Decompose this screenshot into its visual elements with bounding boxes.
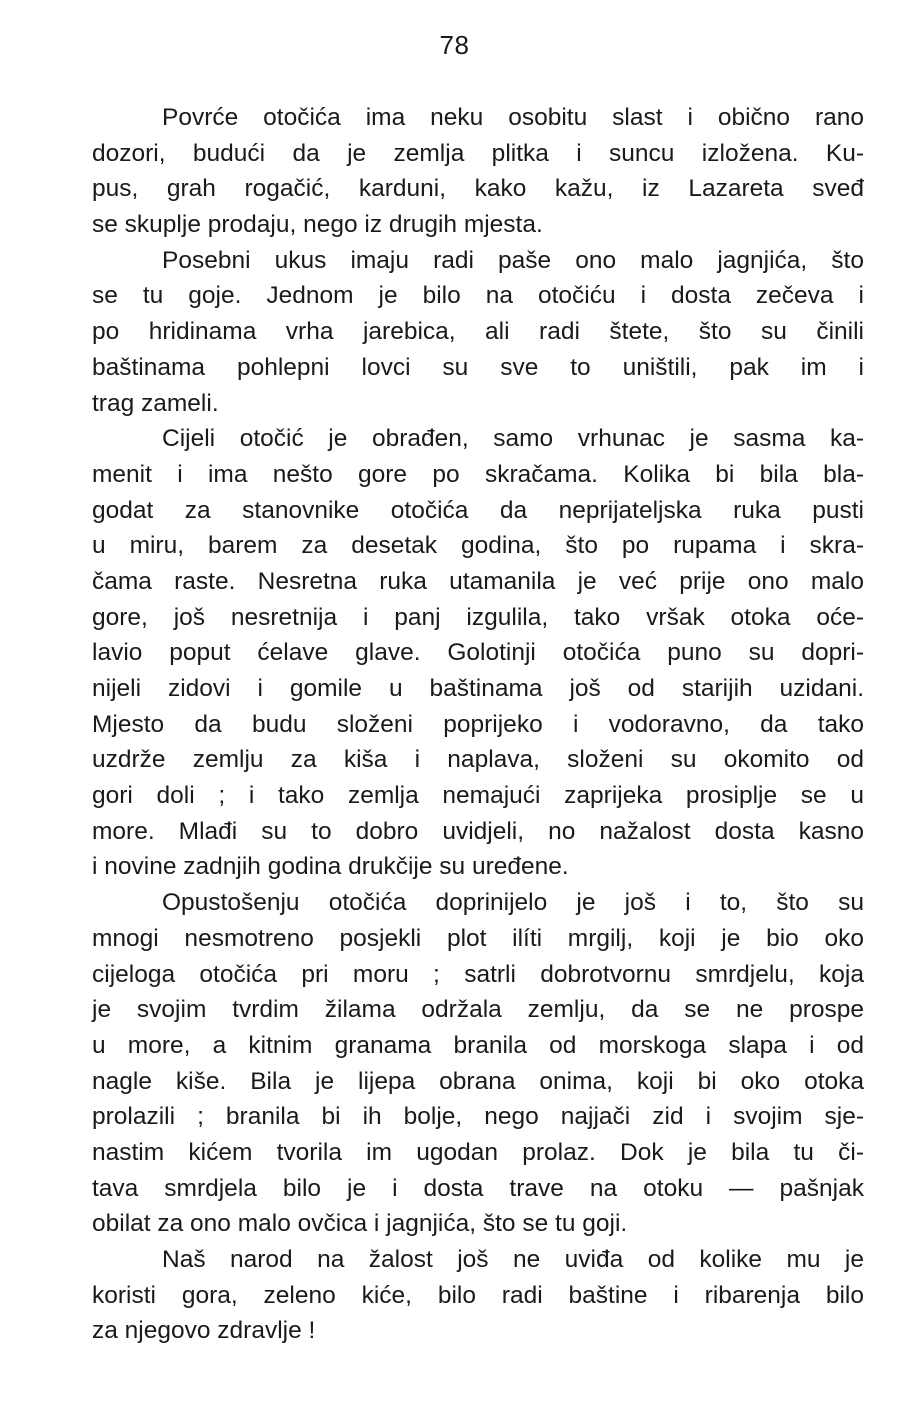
text-line: gore, još nesretnija i panj izgulila, tako vršak otoka oće- xyxy=(92,603,864,631)
text-line: je svojim tvrdim žilama održala zemlju, da se ne prospe xyxy=(92,996,864,1024)
text-line: prolazili ; branila bi ih bolje, nego najjači zid i svojim sje- xyxy=(92,1103,864,1131)
text-line: nagle kiše. Bila je lijepa obrana onima, koji bi oko otoka xyxy=(92,1067,864,1095)
text-line: nijeli zidovi i gomile u baštinama još od starijih uzidani. xyxy=(92,675,864,702)
text-line: mnogi nesmotreno posjekli plot ilíti mrgilj, koji je bio oko xyxy=(92,924,864,952)
text-line: u miru, barem za desetak godina, što po rupama i skra- xyxy=(92,532,864,560)
text-line: i novine zadnjih godina drukčije su uređene. xyxy=(92,853,569,881)
text-line: koristi gora, zeleno kiće, bilo radi baštine i ribarenja bilo xyxy=(92,1281,864,1309)
text-line: cijeloga otočića pri moru ; satrli dobrotvornu smrdjelu, koja xyxy=(92,960,864,988)
text-line: Opustošenju otočića doprinijelo je još i to, što su xyxy=(162,889,864,917)
text-line: se tu goje. Jednom je bilo na otočiću i dosta zečeva i xyxy=(92,282,864,310)
text-line: dozori, budući da je zemlja plitka i suncu izložena. Ku- xyxy=(92,139,864,167)
text-line: more. Mlađi su to dobro uvidjeli, no nažalost dosta kasno xyxy=(92,817,864,845)
text-line: menit i ima nešto gore po skračama. Kolika bi bila bla- xyxy=(92,460,864,488)
text-line: pus, grah rogačić, karduni, kako kažu, iz Lazareta sveđ xyxy=(92,175,864,203)
text-line: lavio poput ćelave glave. Golotinji otočića puno su dopri- xyxy=(92,639,864,667)
text-line: Mjesto da budu složeni poprijeko i vodoravno, da tako xyxy=(92,710,864,738)
text-line: Povrće otočića ima neku osobitu slast i obično rano xyxy=(162,104,864,131)
text-line: nastim kićem tvorila im ugodan prolaz. Dok je bila tu či- xyxy=(92,1138,864,1166)
text-line: po hridinama vrha jarebica, ali radi štete, što su činili xyxy=(92,318,864,346)
text-line: Naš narod na žalost još ne uviđa od kolike mu je xyxy=(162,1246,864,1273)
body-text xyxy=(92,100,864,1349)
text-line: se skuplje prodaju, nego iz drugih mjesta. xyxy=(92,211,543,239)
text-line: trag zameli. xyxy=(92,389,219,417)
text-line: za njegovo zdravlje ! xyxy=(92,1317,316,1345)
text-line: čama raste. Nesretna ruka utamanila je već prije ono malo xyxy=(92,567,864,595)
text-line: tava smrdjela bilo je i dosta trave na otoku — pašnjak xyxy=(92,1174,864,1202)
text-line: godat za stanovnike otočića da neprijateljska ruka pusti xyxy=(92,496,864,524)
text-line: Posebni ukus imaju radi paše ono malo jagnjića, što xyxy=(162,246,864,274)
text-line: u more, a kitnim granama branila od morskoga slapa i od xyxy=(92,1031,864,1059)
text-line: uzdrže zemlju za kiša i naplava, složeni su okomito od xyxy=(92,746,864,774)
text-line: gori doli ; i tako zemlja nemajući zaprijeka prosiplje se u xyxy=(92,782,864,810)
text-line: baštinama pohlepni lovci su sve to uništili, pak im i xyxy=(92,353,864,381)
text-line: Cijeli otočić je obrađen, samo vrhunac je sasma ka- xyxy=(162,425,864,453)
text-line: obilat za ono malo ovčica i jagnjića, što se tu goji. xyxy=(92,1210,628,1238)
page-number: 78 xyxy=(439,30,470,60)
